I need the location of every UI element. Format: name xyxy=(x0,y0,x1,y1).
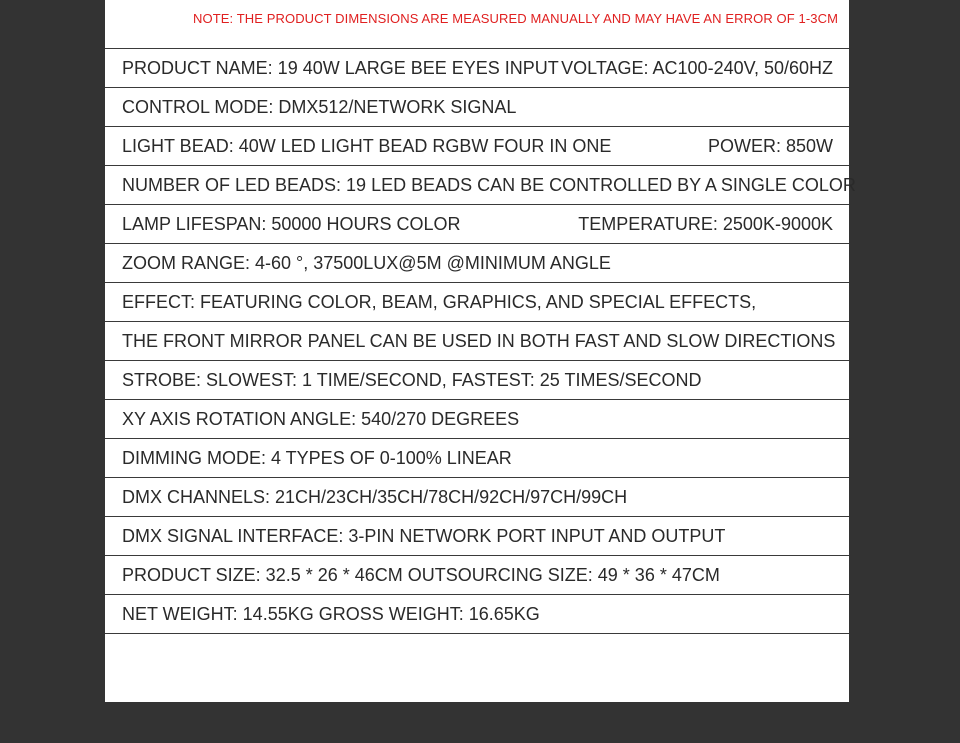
spec-text-right: TEMPERATURE: 2500K-9000K xyxy=(578,214,833,234)
spec-text: LAMP LIFESPAN: 50000 HOURS COLOR xyxy=(122,214,461,234)
spec-row xyxy=(105,517,849,556)
spec-row xyxy=(105,49,849,88)
spec-row xyxy=(105,205,849,244)
spec-text: LIGHT BEAD: 40W LED LIGHT BEAD RGBW FOUR IN ONE xyxy=(122,136,612,156)
spec-text: THE FRONT MIRROR PANEL CAN BE USED IN BOTH FAST AND SLOW DIRECTIONS xyxy=(122,331,836,351)
spec-row xyxy=(105,595,849,634)
spec-text: PRODUCT NAME: 19 40W LARGE BEE EYES INPUT xyxy=(122,58,559,78)
spec-text: ZOOM RANGE: 4-60 °, 37500LUX@5M @MINIMUM ANGLE xyxy=(122,253,611,273)
spec-row xyxy=(105,361,849,400)
spec-text: NET WEIGHT: 14.55KG GROSS WEIGHT: 16.65KG xyxy=(122,604,540,624)
spec-row xyxy=(105,556,849,595)
spec-text: DMX CHANNELS: 21CH/23CH/35CH/78CH/92CH/97CH/99CH xyxy=(122,487,628,507)
spec-text: CONTROL MODE: DMX512/NETWORK SIGNAL xyxy=(122,97,517,117)
spec-row xyxy=(105,88,849,127)
spec-row xyxy=(105,322,849,361)
spec-text: XY AXIS ROTATION ANGLE: 540/270 DEGREES xyxy=(122,409,520,429)
spec-text: STROBE: SLOWEST: 1 TIME/SECOND, FASTEST: 25 TIMES/SECOND xyxy=(122,370,702,390)
spec-table xyxy=(105,48,856,634)
spec-row xyxy=(105,400,849,439)
spec-row xyxy=(105,127,849,166)
spec-text-right: POWER: 850W xyxy=(707,136,833,156)
spec-text: DIMMING MODE: 4 TYPES OF 0-100% LINEAR xyxy=(122,448,512,468)
spec-row xyxy=(105,244,849,283)
spec-row xyxy=(105,283,849,322)
spec-text: EFFECT: FEATURING COLOR, BEAM, GRAPHICS, AND SPECIAL EFFECTS, xyxy=(122,292,757,312)
spec-text-right: VOLTAGE: AC100-240V, 50/60HZ xyxy=(561,58,833,78)
spec-row xyxy=(105,166,856,205)
dimension-note: NOTE: THE PRODUCT DIMENSIONS ARE MEASURED MANUALLY AND MAY HAVE AN ERROR OF 1-3CM xyxy=(193,11,838,26)
spec-text: PRODUCT SIZE: 32.5 * 26 * 46CM OUTSOURCING SIZE: 49 * 36 * 47CM xyxy=(122,565,720,585)
spec-sheet xyxy=(105,0,856,702)
spec-text: NUMBER OF LED BEADS: 19 LED BEADS CAN BE CONTROLLED BY A SINGLE COLOR xyxy=(122,175,856,195)
spec-text: DMX SIGNAL INTERFACE: 3-PIN NETWORK PORT INPUT AND OUTPUT xyxy=(122,526,726,546)
spec-row xyxy=(105,439,849,478)
spec-row xyxy=(105,478,849,517)
